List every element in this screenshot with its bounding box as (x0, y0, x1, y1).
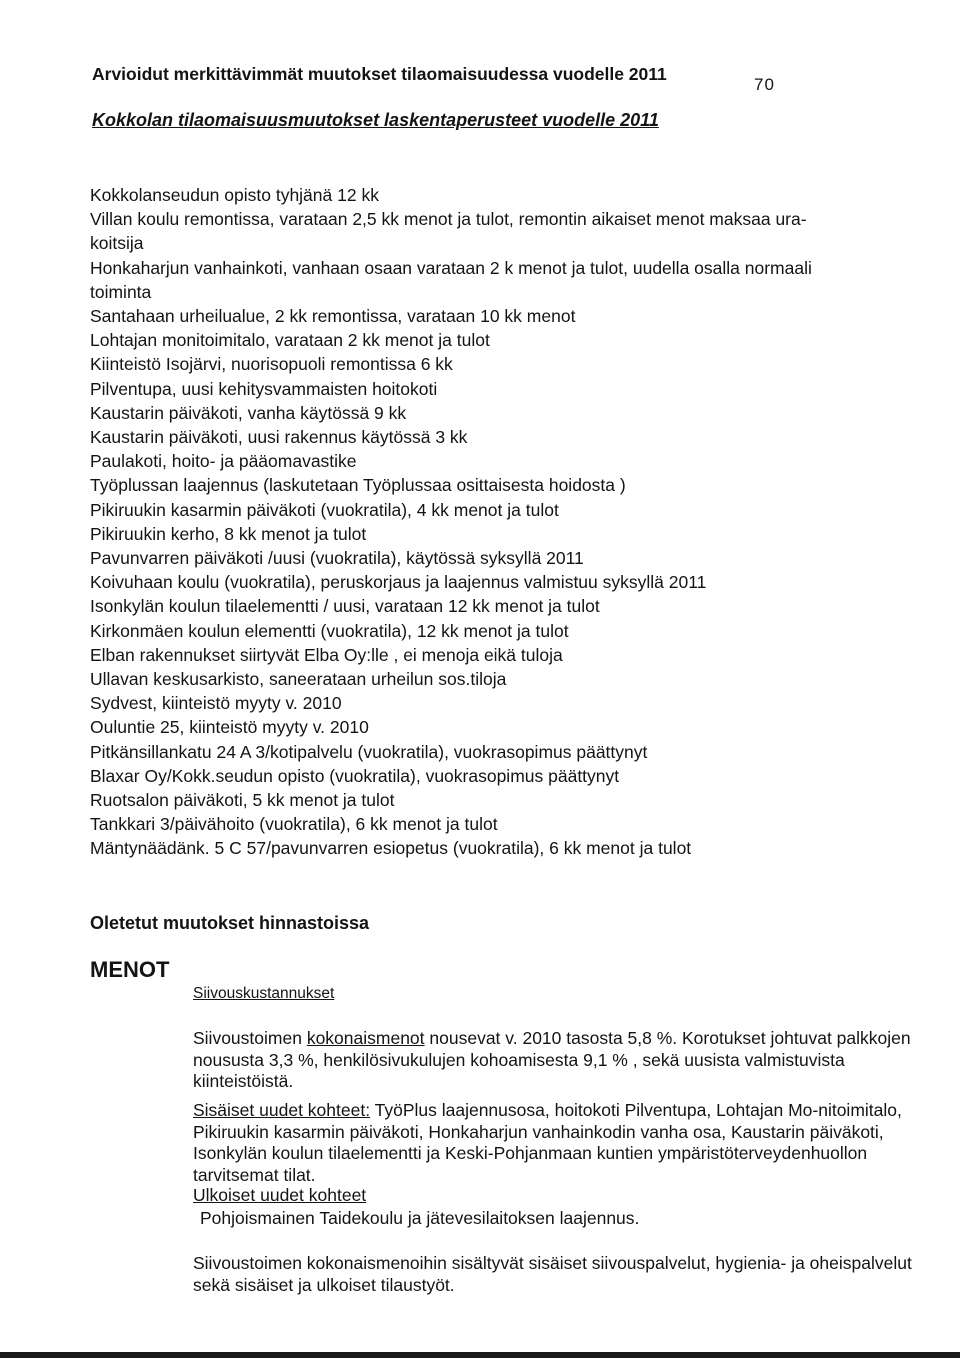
list-item: Elban rakennukset siirtyvät Elba Oy:lle , ei menoja eikä tuloja (90, 644, 563, 665)
list-item: Pitkänsillankatu 24 A 3/kotipalvelu (vuokratila), vuokrasopimus päättynyt (90, 741, 648, 762)
list-item: Työplussan laajennus (laskutetaan Työplussaa osittaisesta hoidosta ) (90, 475, 626, 496)
cleaning-costs-subheading: Siivouskustannukset (193, 985, 335, 1002)
list-item: Koivuhaan koulu (vuokratila), peruskorjaus ja laajennus valmistuu syksyllä 2011 (90, 572, 707, 593)
list-item: Tankkari 3/päivähoito (vuokratila), 6 kk menot ja tulot (90, 814, 498, 835)
list-item: Villan koulu remontissa, varataan 2,5 kk menot ja tulot, remontin aikaiset menot maksaa ura- (90, 209, 807, 230)
page-header-title: Arvioidut merkittävimmät muutokset tilaomaisuudessa vuodelle 2011 (92, 64, 667, 84)
list-item: Pavunvarren päiväkoti /uusi (vuokratila), käytössä syksyllä 2011 (90, 548, 584, 569)
list-item: Isonkylän koulun tilaelementti / uusi, varataan 12 kk menot ja tulot (90, 596, 600, 617)
page-number: 70 (754, 75, 775, 94)
list-item: Pikiruukin kerho, 8 kk menot ja tulot (90, 523, 367, 544)
external-targets-label: Ulkoiset uudet kohteet (193, 1185, 367, 1205)
list-item: koitsija (90, 233, 144, 254)
list-item: Kokkolanseudun opisto tyhjänä 12 kk (90, 185, 379, 205)
scan-bottom-border (0, 1352, 960, 1358)
total-costs-term: kokonaismenot (306, 1028, 425, 1048)
list-item: Kaustarin päiväkoti, vanha käytössä 9 kk (90, 402, 407, 423)
list-item: Kiinteistö Isojärvi, nuorisopuoli remontissa 6 kk (90, 354, 453, 375)
menot-label: MENOT (90, 957, 170, 982)
list-item: toiminta (90, 281, 152, 302)
internal-targets-paragraph (193, 1100, 913, 1186)
list-item: Pilventupa, uusi kehitysvammaisten hoitokoti (90, 378, 438, 399)
list-item: Sydvest, kiinteistö myyty v. 2010 (90, 693, 342, 714)
list-item: Honkaharjun vanhainkoti, vanhaan osaan varataan 2 k menot ja tulot, uudella osalla normaali (90, 257, 812, 278)
list-item: Kaustarin päiväkoti, uusi rakennus käytössä 3 kk (90, 427, 468, 448)
cleaning-costs-paragraph (193, 1028, 913, 1093)
property-changes-list (90, 183, 910, 861)
section-title: Kokkolan tilaomaisuusmuutokset laskentaperusteet vuodelle 2011 (92, 110, 659, 130)
closing-paragraph: Siivoustoimen kokonaismenoihin sisältyvät sisäiset siivouspalvelut, hygienia- ja oheispalvelut sekä sisäiset ja ulkoiset tilaustyöt. (193, 1253, 912, 1295)
pricing-heading: Oletetut muutokset hinnastoissa (90, 913, 370, 933)
list-item: Pikiruukin kasarmin päiväkoti (vuokratila), 4 kk menot ja tulot (90, 499, 559, 520)
list-item: Ruotsalon päiväkoti, 5 kk menot ja tulot (90, 790, 395, 811)
list-item: Paulakoti, hoito- ja pääomavastike (90, 451, 357, 472)
list-item: Kirkonmäen koulun elementti (vuokratila), 12 kk menot ja tulot (90, 620, 569, 641)
list-item: Lohtajan monitoimitalo, varataan 2 kk menot ja tulot (90, 330, 490, 351)
paragraph-text: nousevat v. 2010 tasosta 5,8 %. Korotukset johtuvat palkkojen noususta 3,3 %, henkilösivukulujen kohoamisesta 9,1 % , sekä uusista valmistuvista kiinteistöistä. (193, 1028, 911, 1091)
internal-targets-label: Sisäiset uudet kohteet: (193, 1100, 371, 1120)
list-item: Santahaan urheilualue, 2 kk remontissa, varataan 10 kk menot (90, 306, 576, 327)
list-item: Blaxar Oy/Kokk.seudun opisto (vuokratila), vuokrasopimus päättynyt (90, 765, 620, 786)
paragraph-text: TyöPlus laajennusosa, hoitokoti Pilventupa, Lohtajan Mo-nitoimitalo, Pikiruukin kasarmin päiväkoti, Honkaharjun vanhainkodin vanha osa, Kaustarin päiväkoti, Isonkylän koulun tilaelementti ja Keski-Pohjanmaan kuntien ympäristöterveydenhuollon tarvitsemat tilat. (193, 1100, 902, 1185)
paragraph-text: Siivoustoimen (193, 1028, 307, 1048)
list-item: Ouluntie 25, kiinteistö myyty v. 2010 (90, 717, 369, 738)
list-item: Mäntynäädänk. 5 C 57/pavunvarren esiopetus (vuokratila), 6 kk menot ja tulot (90, 838, 692, 859)
list-item: Ullavan keskusarkisto, saneerataan urheilun sos.tiloja (90, 669, 507, 690)
external-targets-text: Pohjoismainen Taidekoulu ja jätevesilaitoksen laajennus. (200, 1208, 640, 1228)
